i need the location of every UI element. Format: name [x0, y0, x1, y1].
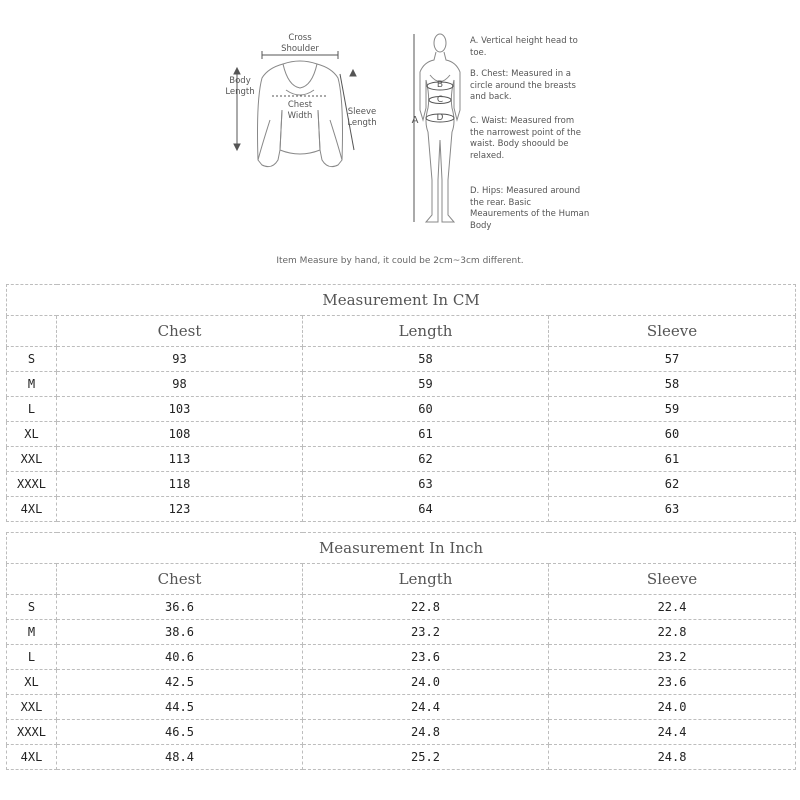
inch-cell-sleeve: 24.4 — [549, 720, 796, 745]
inch-table-row — [7, 595, 796, 620]
cm-cell-length: 61 — [303, 422, 549, 447]
inch-cell-length: 24.0 — [303, 670, 549, 695]
cm-table-row — [7, 497, 796, 522]
cm-cell-length: 59 — [303, 372, 549, 397]
inch-cell-sleeve: 22.8 — [549, 620, 796, 645]
cm-cell-size: 4XL — [7, 497, 57, 522]
cm-cell-size: M — [7, 372, 57, 397]
cm-header-row — [7, 316, 796, 347]
cm-cell-length: 58 — [303, 347, 549, 372]
cm-table-row — [7, 372, 796, 397]
cross-shoulder-label: Cross Shoulder — [281, 33, 319, 54]
inch-cell-size: XL — [7, 670, 57, 695]
inch-cell-chest: 38.6 — [57, 620, 303, 645]
cm-table-body — [7, 347, 796, 522]
cm-table-row — [7, 472, 796, 497]
body-letter-d: D — [436, 113, 444, 123]
cm-cell-chest: 123 — [57, 497, 303, 522]
key-b: B. Chest: Measured in a circle around the breasts and back. — [470, 69, 576, 102]
chest-width-label: Chest Width — [287, 100, 313, 121]
inch-cell-sleeve: 22.4 — [549, 595, 796, 620]
inch-table-row — [7, 720, 796, 745]
cm-header-size — [7, 316, 57, 347]
cm-header-length: Length — [303, 316, 549, 347]
inch-header-row — [7, 564, 796, 595]
inch-size-table — [6, 532, 796, 770]
inch-header-size — [7, 564, 57, 595]
diagram-drawing — [0, 0, 800, 250]
cm-cell-sleeve: 62 — [549, 472, 796, 497]
inch-table-title: Measurement In Inch — [7, 533, 796, 564]
body-figure — [420, 34, 460, 222]
cm-cell-chest: 93 — [57, 347, 303, 372]
key-c: C. Waist: Measured from the narrowest point of the waist. Body shoould be relaxed. — [470, 116, 581, 161]
inch-cell-sleeve: 24.8 — [549, 745, 796, 770]
inch-cell-length: 23.6 — [303, 645, 549, 670]
cm-cell-chest: 113 — [57, 447, 303, 472]
inch-cell-length: 24.8 — [303, 720, 549, 745]
key-d: D. Hips: Measured around the rear. Basic Meaurements of the Human Body — [470, 186, 590, 231]
inch-table-row — [7, 670, 796, 695]
inch-table-row — [7, 745, 796, 770]
cm-size-table — [6, 284, 796, 522]
cm-cell-chest: 103 — [57, 397, 303, 422]
body-letter-b: B — [436, 80, 444, 90]
inch-cell-chest: 48.4 — [57, 745, 303, 770]
key-a: A. Vertical height head to toe. — [470, 36, 578, 58]
sleeve-length-label: Sleeve Length — [347, 107, 377, 128]
cm-cell-sleeve: 60 — [549, 422, 796, 447]
inch-table-row — [7, 620, 796, 645]
inch-cell-sleeve: 23.2 — [549, 645, 796, 670]
inch-cell-size: XXXL — [7, 720, 57, 745]
inch-cell-chest: 44.5 — [57, 695, 303, 720]
inch-cell-size: XXL — [7, 695, 57, 720]
cm-cell-chest: 108 — [57, 422, 303, 447]
cm-cell-size: S — [7, 347, 57, 372]
inch-cell-size: L — [7, 645, 57, 670]
measurement-diagram — [0, 0, 800, 275]
inch-header-chest: Chest — [57, 564, 303, 595]
cm-cell-sleeve: 59 — [549, 397, 796, 422]
cm-cell-size: L — [7, 397, 57, 422]
cm-cell-length: 64 — [303, 497, 549, 522]
inch-cell-sleeve: 23.6 — [549, 670, 796, 695]
cm-cell-chest: 98 — [57, 372, 303, 397]
inch-cell-length: 22.8 — [303, 595, 549, 620]
inch-cell-length: 25.2 — [303, 745, 549, 770]
cm-table-title: Measurement In CM — [7, 285, 796, 316]
inch-header-sleeve: Sleeve — [549, 564, 796, 595]
inch-cell-chest: 36.6 — [57, 595, 303, 620]
inch-table-row — [7, 695, 796, 720]
inch-cell-size: 4XL — [7, 745, 57, 770]
cm-header-chest: Chest — [57, 316, 303, 347]
cm-table-row — [7, 397, 796, 422]
cm-cell-sleeve: 61 — [549, 447, 796, 472]
inch-cell-chest: 46.5 — [57, 720, 303, 745]
cm-cell-size: XXXL — [7, 472, 57, 497]
inch-cell-chest: 40.6 — [57, 645, 303, 670]
cm-cell-sleeve: 57 — [549, 347, 796, 372]
inch-cell-length: 24.4 — [303, 695, 549, 720]
cm-cell-length: 60 — [303, 397, 549, 422]
cm-cell-size: XXL — [7, 447, 57, 472]
inch-header-length: Length — [303, 564, 549, 595]
inch-cell-size: S — [7, 595, 57, 620]
body-letter-c: C — [436, 95, 444, 105]
cm-cell-size: XL — [7, 422, 57, 447]
cm-cell-chest: 118 — [57, 472, 303, 497]
inch-cell-length: 23.2 — [303, 620, 549, 645]
inch-cell-sleeve: 24.0 — [549, 695, 796, 720]
cm-cell-sleeve: 63 — [549, 497, 796, 522]
cm-cell-length: 62 — [303, 447, 549, 472]
cm-table-row — [7, 447, 796, 472]
cm-header-sleeve: Sleeve — [549, 316, 796, 347]
inch-cell-size: M — [7, 620, 57, 645]
measure-note: Item Measure by hand, it could be 2cm~3cm different. — [276, 256, 524, 266]
cm-cell-length: 63 — [303, 472, 549, 497]
inch-table-row — [7, 645, 796, 670]
body-letter-a: A — [411, 115, 419, 126]
cm-table-row — [7, 347, 796, 372]
body-length-label: Body Length — [225, 76, 255, 97]
inch-cell-chest: 42.5 — [57, 670, 303, 695]
inch-table-body — [7, 595, 796, 770]
cm-cell-sleeve: 58 — [549, 372, 796, 397]
cm-table-row — [7, 422, 796, 447]
